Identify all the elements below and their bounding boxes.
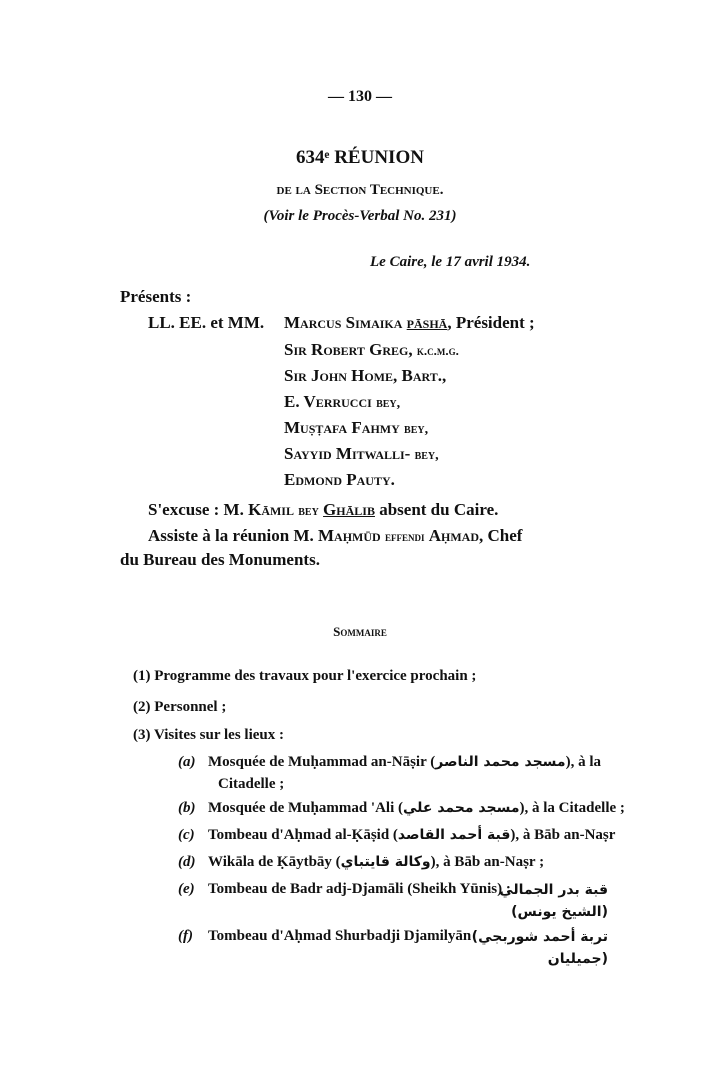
item-text: Programme des travaux pour l'exercice prochain ;: [154, 668, 477, 684]
visit-f-arabic: (تربة أحمد شوربجي: [471, 929, 608, 945]
visit-arabic: مسجد محمد الناصر: [435, 754, 566, 770]
member-name: E. Verrucci: [284, 392, 372, 411]
excuse-surname: Ghālib: [323, 500, 375, 519]
visit-e-arabic-continued: (الشيخ يونس): [511, 904, 608, 920]
member-title: k.c.m.g.: [416, 343, 459, 358]
assiste-name: Maḥmūd: [318, 526, 381, 545]
visit-label: (a): [178, 754, 196, 770]
excuse-title: bey: [298, 504, 319, 519]
visit-arabic: مسجد محمد علي: [403, 800, 520, 816]
member-name: Muṣṭafa Fahmy: [284, 418, 400, 437]
assiste-role: , Chef: [479, 526, 523, 545]
visit-text: Mosquée de Muḥammad an-Nāṣir (: [208, 754, 436, 770]
presents-prefix: LL. EE. et MM.: [148, 313, 265, 332]
visit-text-end: ), à la Citadelle ;: [519, 800, 625, 816]
section-subtitle: de la Section Technique.: [276, 182, 444, 198]
meeting-title: 634ᵉ RÉUNION: [296, 147, 424, 168]
proces-verbal-reference: (Voir le Procès-Verbal No. 231): [263, 208, 457, 224]
visit-text-end: ), à Bāb an-Naṣr ;: [430, 854, 545, 870]
member-title: bey,: [404, 422, 429, 437]
assiste-intro: Assiste à la réunion M.: [148, 526, 314, 545]
visit-d: [178, 854, 544, 871]
visit-text: Mosquée de Muḥammad 'Ali (: [208, 800, 403, 816]
item-text: Personnel ;: [154, 699, 227, 715]
visit-c: [178, 827, 615, 844]
presents-label: Présents :: [120, 287, 192, 306]
visit-label: (e): [178, 881, 195, 897]
sommaire-title: Sommaire: [333, 624, 387, 639]
member-2: [284, 340, 459, 360]
sommaire-item-3: [133, 727, 284, 744]
visit-label: (b): [178, 800, 196, 816]
visit-text: Wikāla de Ḳāytbāy (: [208, 854, 341, 870]
visit-e: [178, 881, 511, 898]
visit-text: Tombeau d'Aḥmad Shurbadji Djamilyān: [208, 928, 472, 944]
member-name: Sayyid Mitwalli-: [284, 444, 411, 463]
visit-text: Tombeau d'Aḥmad al-Ḳāṣid (: [208, 827, 398, 843]
excuse-line: [148, 500, 498, 520]
member-6: [284, 444, 439, 464]
meeting-date: Le Caire, le 17 avril 1934.: [370, 254, 531, 270]
item-number: (1): [133, 668, 151, 684]
member-7: [284, 470, 395, 490]
member-4: [284, 392, 400, 412]
member-3: [284, 366, 446, 386]
assiste-line: [148, 526, 522, 546]
member-title: bey,: [414, 448, 439, 463]
member-title: bey,: [376, 396, 401, 411]
excuse-label: S'excuse : M.: [148, 500, 244, 519]
visit-label: (d): [178, 854, 196, 870]
page-number: — 130 —: [328, 88, 392, 105]
member-title: pāshā: [406, 313, 448, 332]
visit-a: [178, 754, 601, 771]
visit-f-arabic-continued: جميليان): [547, 951, 608, 967]
excuse-rest: absent du Caire.: [379, 500, 499, 519]
visit-text: Tombeau de Badr adj-Djamāli (Sheikh Yūnis) ;: [208, 881, 511, 897]
visit-text-end: ), à la: [565, 754, 601, 770]
sommaire-item-2: [133, 699, 226, 716]
member-role: , Président ;: [447, 313, 535, 332]
item-number: (3): [133, 727, 151, 743]
assiste-line-2: du Bureau des Monuments.: [120, 550, 320, 569]
visit-label: (c): [178, 827, 195, 843]
visit-text-end: ), à Bāb an-Naṣr: [510, 827, 616, 843]
member-1: [284, 313, 535, 333]
assiste-title: effendi: [384, 529, 425, 544]
member-name: Sir Robert Greg,: [284, 340, 413, 359]
assiste-surname: Aḥmad: [428, 526, 480, 545]
excuse-name: Kāmil: [248, 500, 294, 519]
visit-arabic: وكالة قايتباي: [340, 854, 431, 870]
member-name: Marcus Simaika: [284, 313, 403, 332]
member-name: Sir John Home, Bart.,: [284, 366, 447, 385]
item-text: Visites sur les lieux :: [153, 727, 284, 743]
sommaire-item-1: [133, 668, 476, 685]
visit-b: [178, 800, 625, 817]
visit-arabic: قبة أحمد القاصد: [397, 827, 511, 843]
member-name: Edmond Pauty.: [284, 470, 395, 489]
member-5: [284, 418, 428, 438]
visit-f: [178, 928, 471, 945]
visit-e-arabic: قبة بدر الجمالي: [499, 882, 608, 898]
visit-label: (f): [178, 928, 193, 944]
item-number: (2): [133, 699, 151, 715]
visit-a-continued: Citadelle ;: [218, 776, 285, 792]
